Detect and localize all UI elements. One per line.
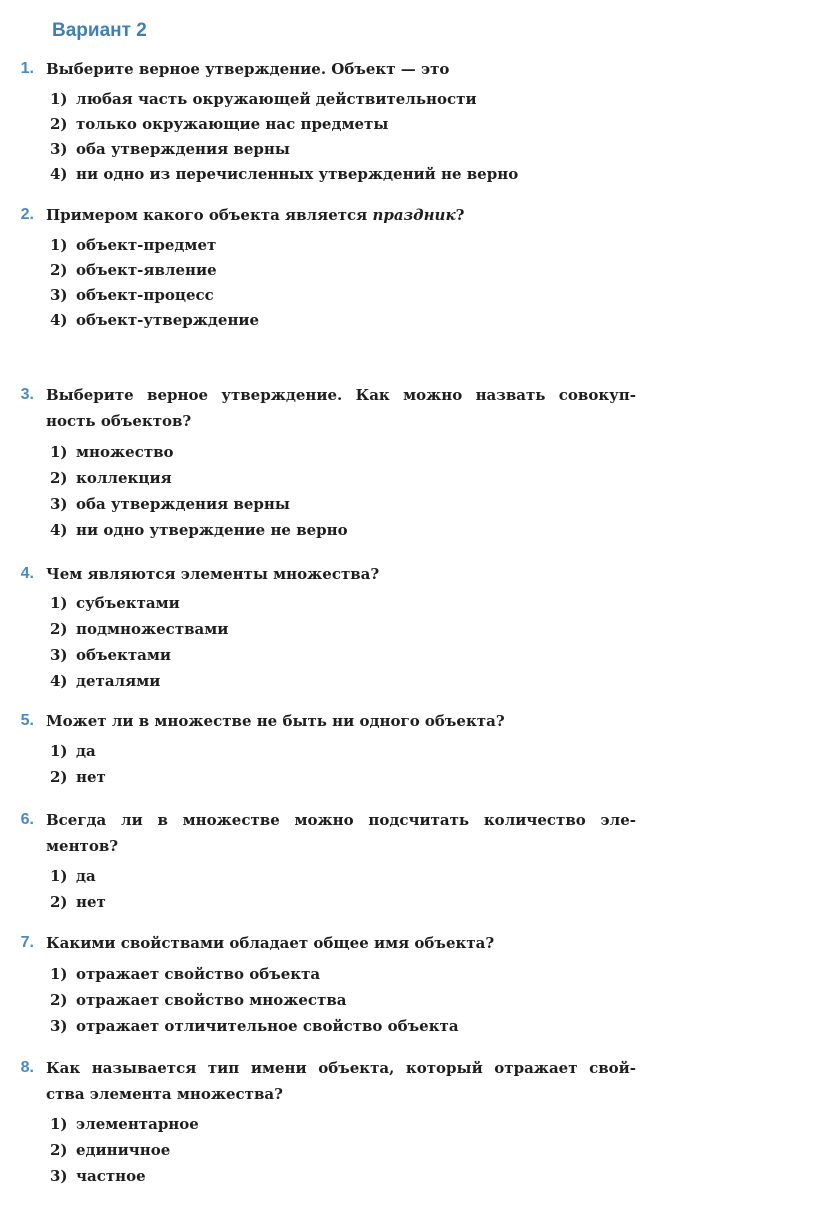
- question-number: 4.: [20, 565, 34, 582]
- question-text-line: Всегда ли в множестве можно подсчитать количество эле-: [46, 811, 636, 829]
- answer-option[interactable]: [50, 257, 217, 283]
- option-text: объект-предмет: [76, 236, 217, 254]
- option-number: 2): [50, 261, 68, 279]
- question-emphasis: праздник: [372, 206, 456, 224]
- option-number: 2): [50, 893, 68, 911]
- question-text-line: Как называется тип имени объекта, который отражает свой-: [46, 1059, 636, 1077]
- question-text-part: ?: [455, 206, 465, 224]
- option-text: объект-процесс: [76, 286, 214, 304]
- question-text: [46, 382, 636, 434]
- answer-option[interactable]: [50, 642, 171, 668]
- option-number: 1): [50, 1115, 68, 1133]
- page-title: Вариант 2: [52, 20, 147, 41]
- answer-option[interactable]: [50, 987, 346, 1013]
- answer-option[interactable]: [50, 465, 172, 491]
- option-number: 4): [50, 165, 68, 183]
- option-text: множество: [76, 443, 174, 461]
- question-text: [46, 930, 636, 956]
- answer-option[interactable]: [50, 307, 259, 333]
- option-number: 1): [50, 236, 68, 254]
- answer-option[interactable]: [50, 738, 96, 764]
- option-text: единичное: [76, 1141, 171, 1159]
- option-number: 2): [50, 115, 68, 133]
- option-text: оба утверждения верны: [76, 140, 290, 158]
- answer-option[interactable]: [50, 764, 106, 790]
- option-text: объектами: [76, 646, 172, 664]
- question-text: [46, 56, 636, 82]
- option-number: 1): [50, 90, 68, 108]
- option-number: 3): [50, 646, 68, 664]
- question-text-line: ность объектов?: [46, 412, 192, 430]
- option-text: ни одно утверждение не верно: [76, 521, 348, 539]
- option-text: коллекция: [76, 469, 172, 487]
- option-text: только окружающие нас предметы: [76, 115, 389, 133]
- answer-option[interactable]: [50, 889, 106, 915]
- option-text: элементарное: [76, 1115, 199, 1133]
- option-number: 3): [50, 1017, 68, 1035]
- option-number: 3): [50, 140, 68, 158]
- option-text: да: [76, 867, 96, 885]
- option-text: деталями: [76, 672, 161, 690]
- question-text: [46, 807, 636, 859]
- option-text: любая часть окружающей действительности: [76, 90, 477, 108]
- question-text-line: Выберите верное утверждение. Объект — это: [46, 60, 450, 78]
- option-text: подмножествами: [76, 620, 229, 638]
- question-text: [46, 1055, 636, 1107]
- question-text-line: Чем являются элементы множества?: [46, 565, 380, 583]
- option-text: ни одно из перечисленных утверждений не верно: [76, 165, 519, 183]
- option-text: объект-явление: [76, 261, 217, 279]
- option-number: 3): [50, 286, 68, 304]
- option-text: частное: [76, 1167, 146, 1185]
- option-text: отражает свойство множества: [76, 991, 347, 1009]
- option-text: да: [76, 742, 96, 760]
- option-text: оба утверждения верны: [76, 495, 290, 513]
- option-text: отражает свойство объекта: [76, 965, 321, 983]
- answer-option[interactable]: [50, 1137, 170, 1163]
- question-number: 5.: [20, 712, 34, 729]
- question-text-line: ментов?: [46, 837, 119, 855]
- answer-option[interactable]: [50, 517, 348, 543]
- question-text-line: ства элемента множества?: [46, 1085, 283, 1103]
- answer-option[interactable]: [50, 86, 477, 112]
- option-text: субъектами: [76, 594, 180, 612]
- answer-option[interactable]: [50, 961, 320, 987]
- question-number: 3.: [20, 386, 34, 403]
- question-number: 2.: [20, 206, 34, 223]
- answer-option[interactable]: [50, 1111, 199, 1137]
- option-number: 2): [50, 991, 68, 1009]
- option-number: 1): [50, 742, 68, 760]
- question-number: 6.: [20, 811, 34, 828]
- option-number: 2): [50, 768, 68, 786]
- option-text: объект-утверждение: [76, 311, 260, 329]
- answer-option[interactable]: [50, 111, 388, 137]
- option-number: 2): [50, 620, 68, 638]
- option-number: 3): [50, 495, 68, 513]
- option-text: отражает отличительное свойство объекта: [76, 1017, 459, 1035]
- option-number: 4): [50, 672, 68, 690]
- option-number: 1): [50, 867, 68, 885]
- option-text: нет: [76, 768, 106, 786]
- question-text-line: Какими свойствами обладает общее имя объекта?: [46, 934, 495, 952]
- question-text-line: Может ли в множестве не быть ни одного объекта?: [46, 712, 505, 730]
- question-text: [46, 708, 636, 734]
- answer-option[interactable]: [50, 863, 96, 889]
- question-text: [46, 561, 636, 587]
- answer-option[interactable]: [50, 668, 160, 694]
- answer-option[interactable]: [50, 232, 216, 258]
- option-number: 3): [50, 1167, 68, 1185]
- question-text-part: Примером какого объекта является: [46, 206, 373, 224]
- answer-option[interactable]: [50, 1163, 146, 1189]
- option-number: 1): [50, 965, 68, 983]
- option-number: 1): [50, 443, 68, 461]
- question-text: [46, 202, 636, 228]
- answer-option[interactable]: [50, 136, 290, 162]
- option-number: 4): [50, 521, 68, 539]
- question-number: 8.: [20, 1059, 34, 1076]
- answer-option[interactable]: [50, 1013, 459, 1039]
- answer-option[interactable]: [50, 282, 214, 308]
- answer-option[interactable]: [50, 616, 228, 642]
- answer-option[interactable]: [50, 161, 518, 187]
- option-number: 4): [50, 311, 68, 329]
- answer-option[interactable]: [50, 491, 290, 517]
- option-text: нет: [76, 893, 106, 911]
- question-number: 1.: [20, 60, 34, 77]
- option-number: 2): [50, 469, 68, 487]
- option-number: 2): [50, 1141, 68, 1159]
- option-number: 1): [50, 594, 68, 612]
- answer-option[interactable]: [50, 590, 180, 616]
- answer-option[interactable]: [50, 439, 174, 465]
- question-text-line: Выберите верное утверждение. Как можно назвать совокуп-: [46, 386, 636, 404]
- question-number: 7.: [20, 934, 34, 951]
